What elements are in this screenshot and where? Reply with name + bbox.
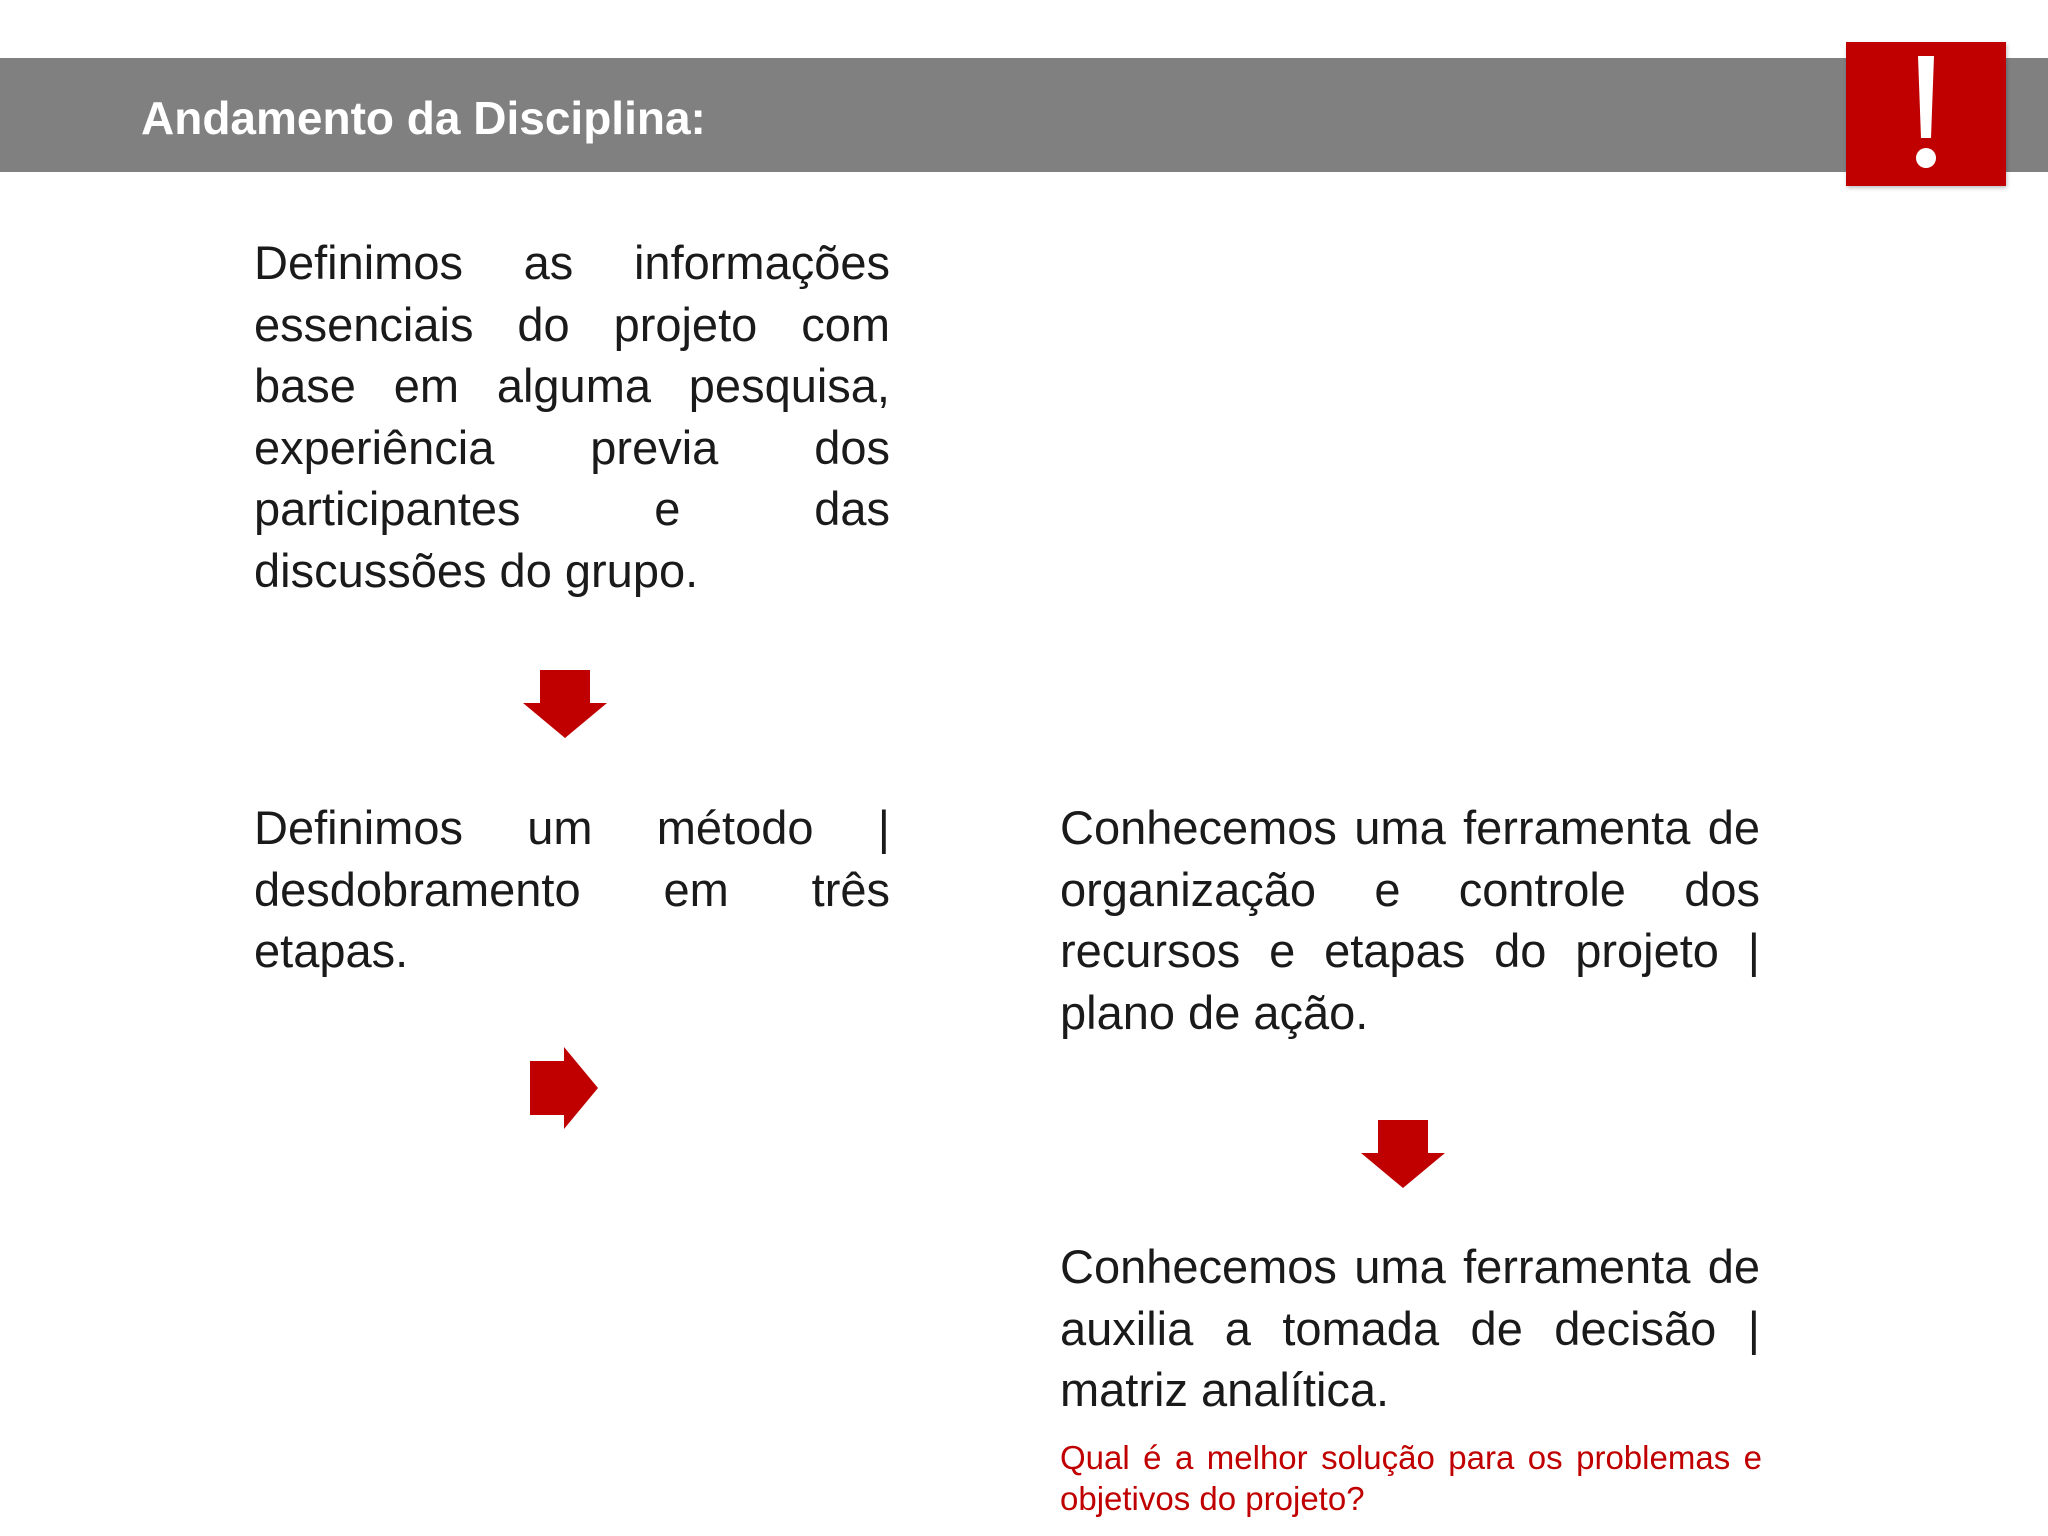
page-title: Andamento da Disciplina: bbox=[141, 92, 706, 144]
arrow-down-icon bbox=[1361, 1120, 1445, 1188]
step-4-text: Conhecemos uma ferramenta de auxilia a tomada de decisão | matriz analítica. bbox=[1060, 1240, 1760, 1416]
exclamation-icon bbox=[1846, 42, 2006, 186]
arrow-right-icon bbox=[530, 1047, 598, 1129]
step-2-text: Definimos um método | desdobramento em três etapas. bbox=[254, 801, 890, 977]
step-1-text: Definimos as informações essenciais do projeto com base em alguma pesquisa, experiência previa dos participantes e das discussões do grupo. bbox=[254, 236, 890, 597]
step-3-text: Conhecemos uma ferramenta de organização e controle dos recursos e etapas do projeto | plano de ação. bbox=[1060, 801, 1760, 1039]
arrow-down-icon bbox=[523, 670, 607, 738]
question-text: Qual é a melhor solução para os problemas e objetivos do projeto? bbox=[1060, 1439, 1762, 1517]
